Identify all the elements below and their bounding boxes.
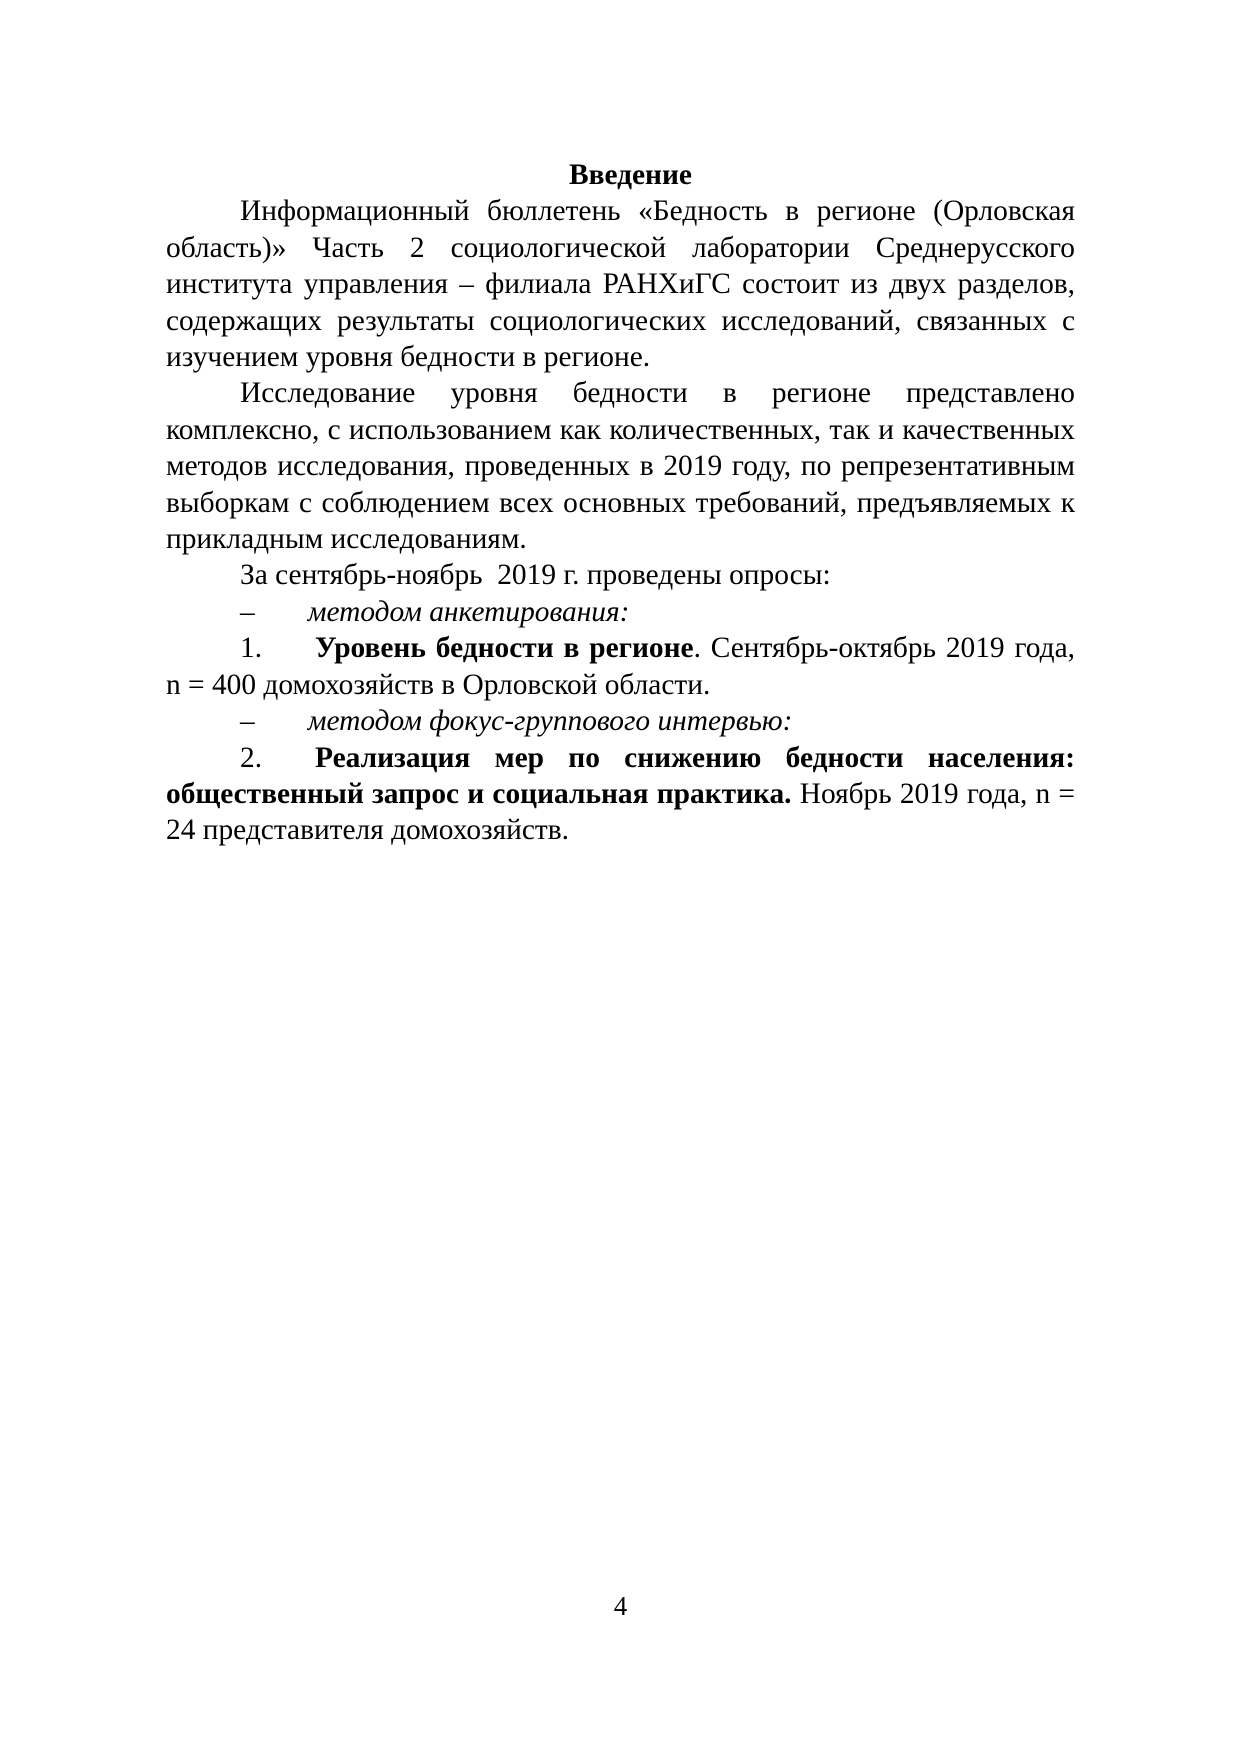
list-item-1-text: . Сентябрь-октябрь 2019 года, n = 400 домохозяйств в Орловской области. [166,632,1075,701]
number-list-marker-2: 2. [240,741,263,774]
paragraph-2: Исследование уровня бедности в регионе представлено комплексно, с использованием как количественных, так и качественных методов исследования, проведенных в 2019 году, по репрезентативным выборкам с соблюдением всех основных требований, предъявляемых к прикладным исследованиям. [166,377,1075,556]
list-bullet-1 [166,594,1075,630]
page-number: 4 [613,1591,628,1621]
dash-list-marker: – [240,705,255,738]
list-item-2 [166,740,1075,849]
paragraph-3: За сентябрь-ноябрь 2019 г. проведены опросы: [240,559,831,592]
list-bullet-2-text: методом фокус-группового интервью: [307,705,793,738]
dash-list-marker: – [240,595,255,628]
section-title: Введение [569,159,692,191]
list-item-1-heading: Уровень бедности в регионе [315,632,694,665]
paragraph-1: Информационный бюллетень «Бедность в регионе (Орловская область)» Часть 2 социологической лаборатории Среднерусского института управления – филиала РАНХиГС состоит из двух разделов, содержащих результаты социологических исследований, связанных с изучением уровня бедности в регионе. [166,195,1075,374]
list-bullet-2 [166,703,1075,739]
list-item-1 [166,630,1075,703]
number-list-marker-1: 1. [240,632,263,665]
list-bullet-1-text: методом анкетирования: [307,595,630,628]
list-item-2-heading: Реализация мер по снижению бедности населения: общественный запрос и социальная практика. [166,741,1075,810]
list-item-2-text: Ноябрь 2019 года, n = 24 представителя домохозяйств. [166,777,1075,847]
page-body [166,157,1075,849]
